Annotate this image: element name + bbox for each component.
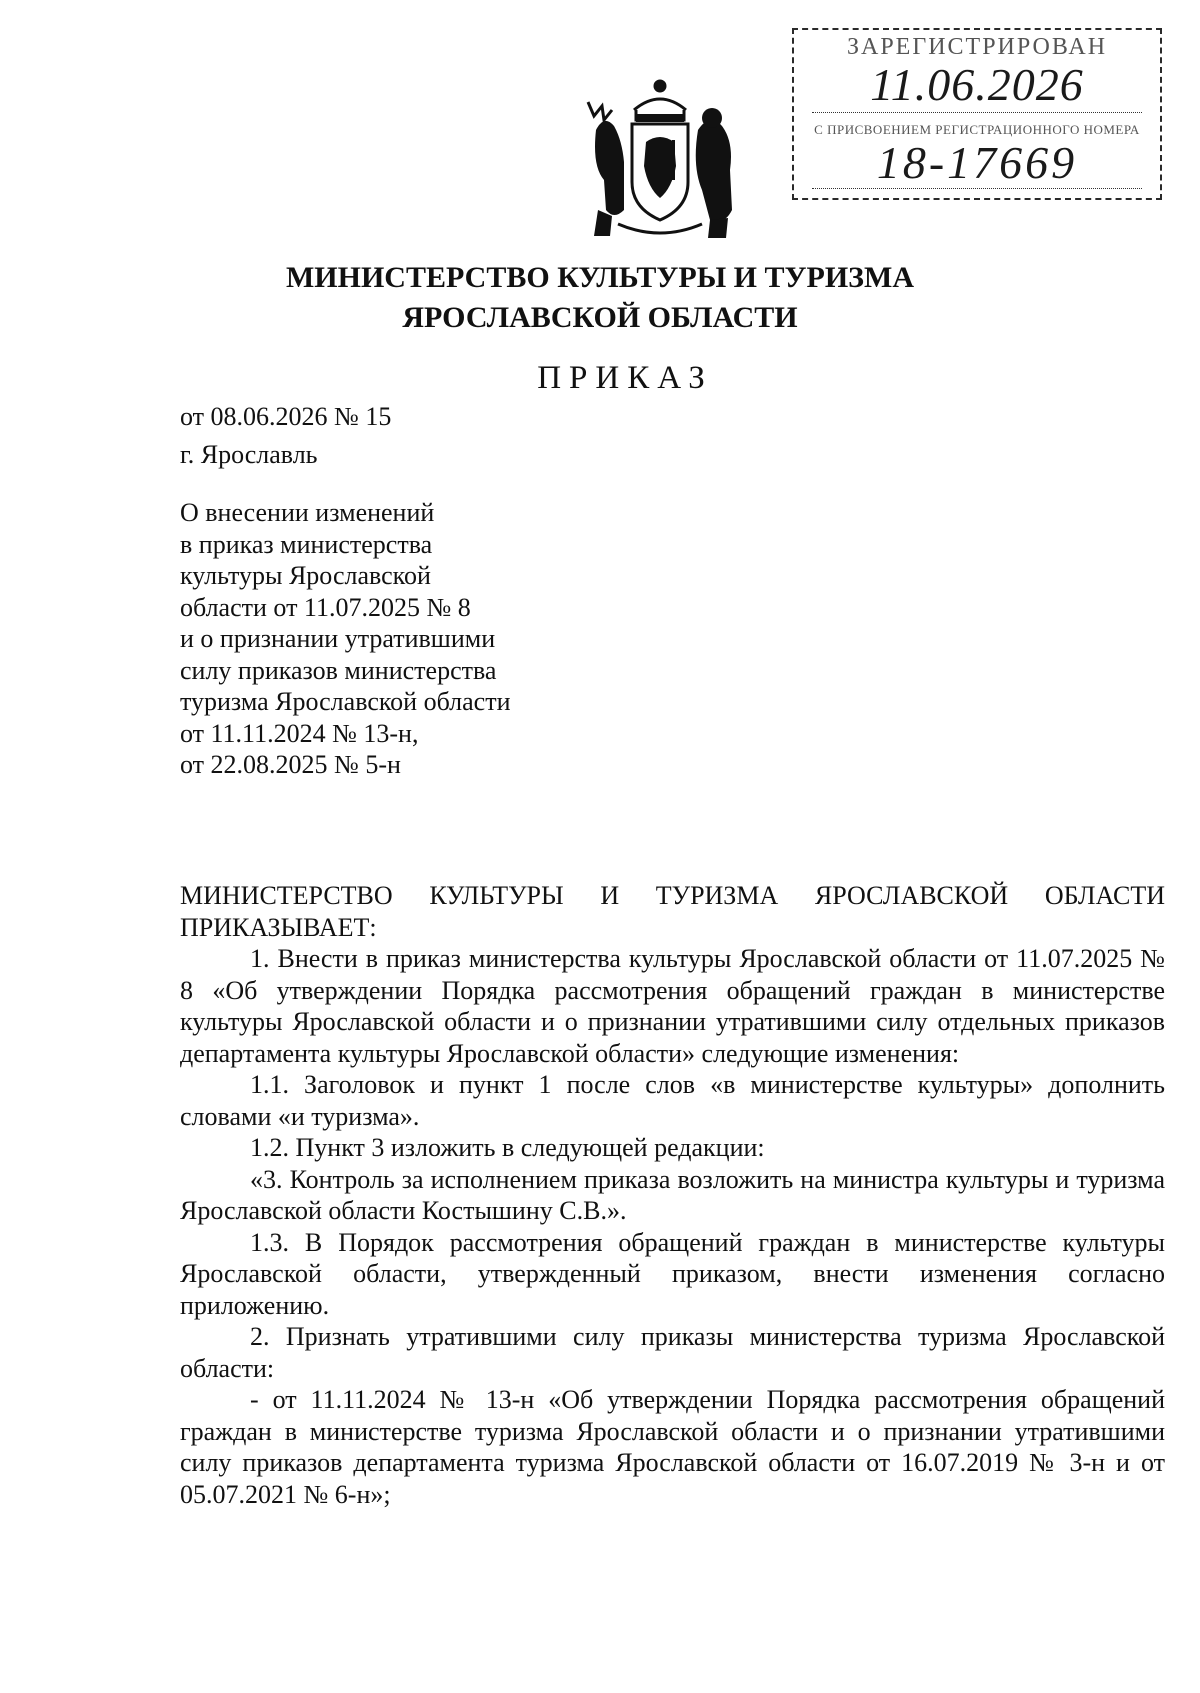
subject-line: культуры Ярославской <box>180 561 431 590</box>
paragraph-1-2-quote: «3. Контроль за исполнением приказа возложить на министра культуры и туризма Ярославской области Костышину С.В.». <box>180 1164 1165 1225</box>
subject-line: силу приказов министерства <box>180 655 497 685</box>
paragraph-1-2: 1.2. Пункт 3 изложить в следующей редакции: <box>250 1133 765 1162</box>
registration-stamp <box>792 28 1162 200</box>
subject-line: туризма Ярославской области <box>180 687 511 716</box>
subject-line: в приказ министерства <box>180 529 433 559</box>
document-meta <box>180 398 391 474</box>
paragraph-1: 1. Внести в приказ министерства культуры Ярославской области от 11.07.2025 № 8 «Об утверждении Порядка рассмотрения обращений граждан в министерстве культуры Ярославской области и о признании утратившими силу отдельных приказов департамента культуры Ярославской области» следующие изменения: <box>180 944 1165 1068</box>
document-date-number: от 08.06.2026 № 15 <box>180 402 392 431</box>
paragraph-1-1: 1.1. Заголовок и пункт 1 после слов «в министерстве культуры» дополнить словами «и туризма». <box>180 1070 1165 1131</box>
document-subject <box>180 497 600 781</box>
subject-line: от 22.08.2025 № 5-н <box>180 750 401 779</box>
subject-line: и о признании утратившими <box>180 624 496 653</box>
yaroslavl-coat-of-arms-icon <box>574 70 746 242</box>
paragraph-2-a: - от 11.11.2024 № 13-н «Об утверждении Порядка рассмотрения обращений граждан в министерстве туризма Ярославской области и о признании утратившими силу приказов департамента туризма Ярославской области от 16.07.2019 № 3-н и от 05.07.2021 № 6-н»; <box>180 1385 1165 1509</box>
stamp-title: ЗАРЕГИСТРИРОВАН <box>846 34 1108 60</box>
organization-title-line2: ЯРОСЛАВСКОЙ ОБЛАСТИ <box>402 301 798 334</box>
subject-line: от 11.11.2024 № 13-н, <box>180 718 419 748</box>
stamp-date: 11.06.2026 <box>870 59 1084 110</box>
stamp-subtitle: С ПРИСВОЕНИЕМ РЕГИСТРАЦИОННОГО НОМЕРА <box>814 122 1140 137</box>
stamp-divider <box>812 112 1142 113</box>
document-body <box>180 880 1165 1510</box>
preamble-paragraph: МИНИСТЕРСТВО КУЛЬТУРЫ И ТУРИЗМА ЯРОСЛАВСКОЙ ОБЛАСТИ ПРИКАЗЫВАЕТ: <box>180 881 1165 942</box>
stamp-number: 18-17669 <box>876 137 1078 188</box>
paragraph-1-3: 1.3. В Порядок рассмотрения обращений граждан в министерстве культуры Ярославской области, утвержденный приказом, внести изменения согласно приложению. <box>180 1227 1165 1320</box>
document-city: г. Ярославль <box>180 440 318 469</box>
subject-line: области от 11.07.2025 № 8 <box>180 592 471 622</box>
organization-title-line1: МИНИСТЕРСТВО КУЛЬТУРЫ И ТУРИЗМА <box>285 261 914 294</box>
subject-line: О внесении изменений <box>180 498 435 527</box>
document-kind: ПРИКАЗ <box>537 360 713 396</box>
paragraph-2: 2. Признать утратившими силу приказы министерства туризма Ярославской области: <box>180 1322 1165 1383</box>
organization-title <box>0 258 1200 338</box>
